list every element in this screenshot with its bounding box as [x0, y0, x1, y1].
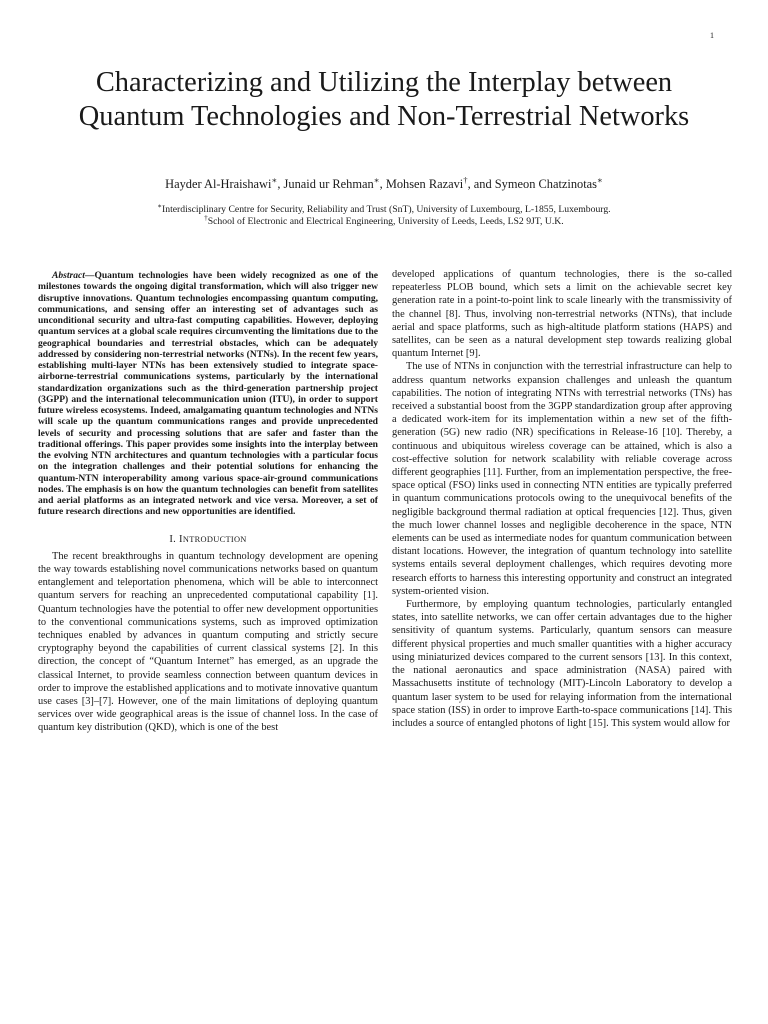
abstract	[38, 270, 378, 518]
section-number: I.	[169, 533, 177, 545]
affiliation-mark: ∗	[373, 174, 380, 185]
paper-title: Characterizing and Utilizing the Interplay between Quantum Technologies and Non-Terrestrial Networks	[78, 67, 690, 132]
affiliation-mark: ∗	[157, 202, 162, 210]
body-paragraph: The use of NTNs in conjunction with the terrestrial infrastructure can help to address quantum networks expansion challenges and unleash the quantum capabilities. The notion of integrating NTNs with terrestrial networks (TNs) has received a substantial boost from the 3GPP standardization group after approving a dedicated work-item for its implementation within a new set of the fifth-generation (5G) new radio (NR) specifications in Release-16 [10]. Thereby, a continuous and ubiquitous wireless coverage can be attained, which is also a cost-effective solution for network scalability with reliable coverage across different geographies [11]. Further, from an implementation perspective, the free-space optical (FSO) links used in connecting NTN entities are typically preferred in quantum communications protocols owing to the unequivocal benefits of the negligible background thermal radiation at optical frequencies [12]. Thus, given the much lower channel losses and negligible decoherence in the space, NTN elements can be used as intermediate nodes for quantum communication between distant locations. However, the integration of quantum technology into satellite systems entails several deployment challenges, which requires devoting more research efforts to harness this interesting opportunity and construct an integrated system-oriented vision.	[392, 361, 732, 597]
affiliation-text: Interdisciplinary Centre for Security, Reliability and Trust (SnT), University of Luxembourg, L-1855, Luxembourg.	[162, 204, 611, 215]
affiliation-mark: †	[204, 214, 208, 222]
author-name: and Symeon Chatzinotas	[473, 177, 597, 191]
left-column	[38, 270, 378, 735]
section-title-rest: NTRODUCTION	[182, 534, 247, 544]
body-paragraph: The recent breakthroughs in quantum technology development are opening the way towards establishing novel communications networks based on quantum entanglement and teleportation phenomena, which will be able to interconnect quantum servers for reaching an unprecedented computational capability [1]. Quantum technologies have the potential to offer new development opportunities to the conventional communications systems, such as improved optimization techniques enabled by advances in quantum computing and strictly secure cryptography beyond the capabilities of current classical systems [2]. In this direction, the concept of “Quantum Internet” has emerged, as an upgrade the classical Internet, to provide seamless connection between quantum devices in order to improve the established applications and to motivate innovative quantum use cases [3]–[7]. However, one of the main limitations of deploying quantum services over wide geographical areas is the issue of channel loss. In the case of quantum key distribution (QKD), which is one of the best	[38, 550, 378, 734]
affiliation-mark: ∗	[271, 174, 278, 185]
author-name: Hayder Al-Hraishawi	[165, 177, 272, 191]
abstract-text: —Quantum technologies have been widely recognized as one of the milestones towards the ongoing digital transformation, which will also trigger new disruptive innovations. Quantum technologies encompassing quantum computing, communications, and sensing offer an interesting set of advantages such as unconditional security and ultra-fast computing capabilities. However, deploying quantum services at a global scale requires circumventing the limitations due to the geographical boundaries and terrestrial obstacles, which can be adequately addressed by considering non-terrestrial networks (NTNs). In the recent few years, establishing multi-layer NTNs has been extensively studied to integrate space-airborne-terrestrial communications systems, particularly by the international standardization organizations such as the third-generation partnership project (3GPP) and the international telecommunication union (ITU), in order to support future wireless ecosystems. Indeed, amalgamating quantum technologies and NTNs will scale up the quantum communications ranges and provide unprecedented levels of security and processing solutions that are safer and faster than the traditional offerings. This paper provides some insights into the interplay between the evolving NTN architectures and quantum technologies with a particular focus on the integration challenges and their potential solutions for enhancing the quantum-NTN interoperability among various space-air-ground communications nodes. The emphasis is on how the quantum technologies can benefit from satellites and aerial platforms as an integrated network and vice versa. Moreover, a set of future research directions and new opportunities are identified.	[38, 270, 378, 518]
affiliation-mark: †	[463, 174, 468, 185]
affiliation-mark: ∗	[596, 174, 603, 185]
page-number: 1	[710, 31, 714, 40]
affiliation-line	[40, 204, 728, 216]
author-name: Junaid ur Rehman	[283, 177, 374, 191]
author-list: Hayder Al-Hraishawi∗, Junaid ur Rehman∗, Mohsen Razavi†, and Symeon Chatzinotas∗	[165, 174, 603, 191]
body-paragraph: Furthermore, by employing quantum technologies, particularly entangled states, into satellite networks, we can offer certain advantages due to the higher sensitivity of quantum systems. Particularly, quantum sensors can measure different physical properties and much smaller quantities with a higher accuracy using miniaturized devices compared to the current sensors [13]. In this context, the national aeronautics and space administration (NASA) paired with Massachusetts institute of technology (MIT)-Lincoln Laboratory to develop a quantum laser system to be used for relaying information from the international space station (ISS) in order to improve Earth-to-space communications [14]. This includes a source of entangled photons of light [15]. This system would allow for	[392, 599, 732, 729]
affiliation-text: School of Electronic and Electrical Engineering, University of Leeds, Leeds, LS2 9JT, U.K.	[207, 215, 564, 227]
affiliations	[40, 204, 728, 227]
abstract-label: Abstract	[52, 270, 85, 281]
right-column	[392, 268, 732, 730]
author-name: Mohsen Razavi	[385, 177, 464, 191]
affiliation-line	[40, 216, 728, 228]
body-paragraph: developed applications of quantum technologies, there is the so-called repeaterless PLOB bound, which sets a limit on the achievable secret key generation rate in a point-to-point link to scale linearly with the transmissivity of the channel [8]. Thus, involving non-terrestrial networks (NTNs), that include aerial and space platforms, such as high-altitude platform stations (HAPS) and satellites, can be seen as a natural development step towards realizing global quantum Internet [9].	[392, 269, 732, 360]
section-title-initial: I	[179, 533, 183, 545]
section-heading-introduction	[38, 533, 378, 546]
